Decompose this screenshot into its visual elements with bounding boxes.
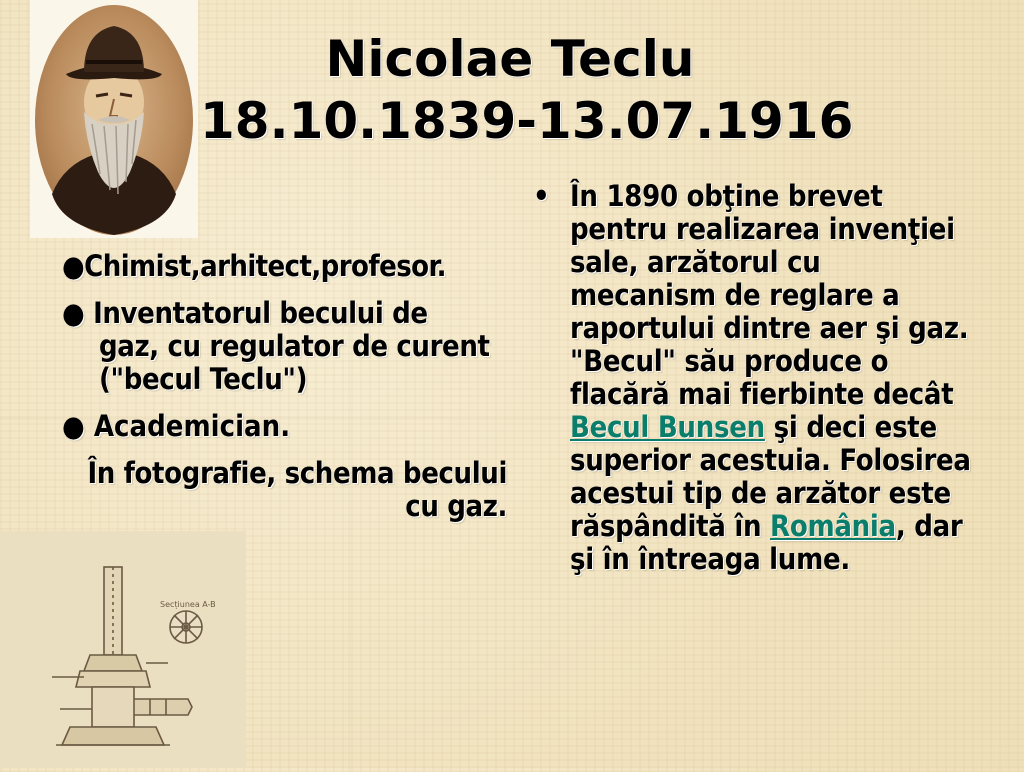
title-name: Nicolae Teclu bbox=[325, 30, 695, 88]
link-romania[interactable]: România bbox=[770, 509, 896, 543]
photo-caption: În fotografie, schema becului cu gaz. bbox=[87, 456, 507, 523]
description-text-3: , dar şi în întreaga lume. bbox=[570, 509, 963, 576]
profession-text: Chimist,arhitect,profesor. bbox=[84, 249, 446, 283]
title-dates: 18.10.1839-13.07.1916 bbox=[200, 92, 854, 150]
burner-diagram bbox=[0, 531, 246, 768]
left-column bbox=[62, 250, 507, 523]
inventor-text-rest: gaz, cu regulator de curent ("becul Teclu") bbox=[99, 329, 490, 396]
right-column bbox=[533, 180, 973, 576]
bullet-icon: ● bbox=[62, 249, 85, 283]
slide-title bbox=[200, 28, 854, 152]
academician-text: Academician. bbox=[93, 409, 291, 443]
portrait-image bbox=[34, 4, 194, 236]
bullet-icon: • bbox=[533, 179, 550, 213]
list-item-inventor bbox=[62, 297, 507, 396]
link-becul-bunsen[interactable]: Becul Bunsen bbox=[570, 410, 765, 444]
list-item-academician bbox=[62, 410, 507, 443]
bullet-icon: ● bbox=[62, 409, 85, 443]
inventor-text-line1: Inventatorul becului de bbox=[93, 296, 428, 330]
description-text-2: şi deci este superior acestuia. Folosirea acestui tip de arzător este răspândită în bbox=[570, 410, 971, 543]
diagram-section-label: Secțiunea A-B bbox=[160, 600, 216, 609]
bullet-icon: ● bbox=[62, 296, 85, 330]
description-text-1: În 1890 obţine brevet pentru realizarea invenţiei sale, arzătorul cu mecanism de reglare a raportului dintre aer şi gaz. "Becul" său produce o flacără mai fierbinte decât bbox=[570, 179, 969, 411]
list-item-profession bbox=[62, 250, 507, 283]
burner-schematic-icon bbox=[0, 531, 246, 768]
portrait-frame bbox=[30, 0, 198, 238]
description-paragraph bbox=[533, 180, 973, 576]
